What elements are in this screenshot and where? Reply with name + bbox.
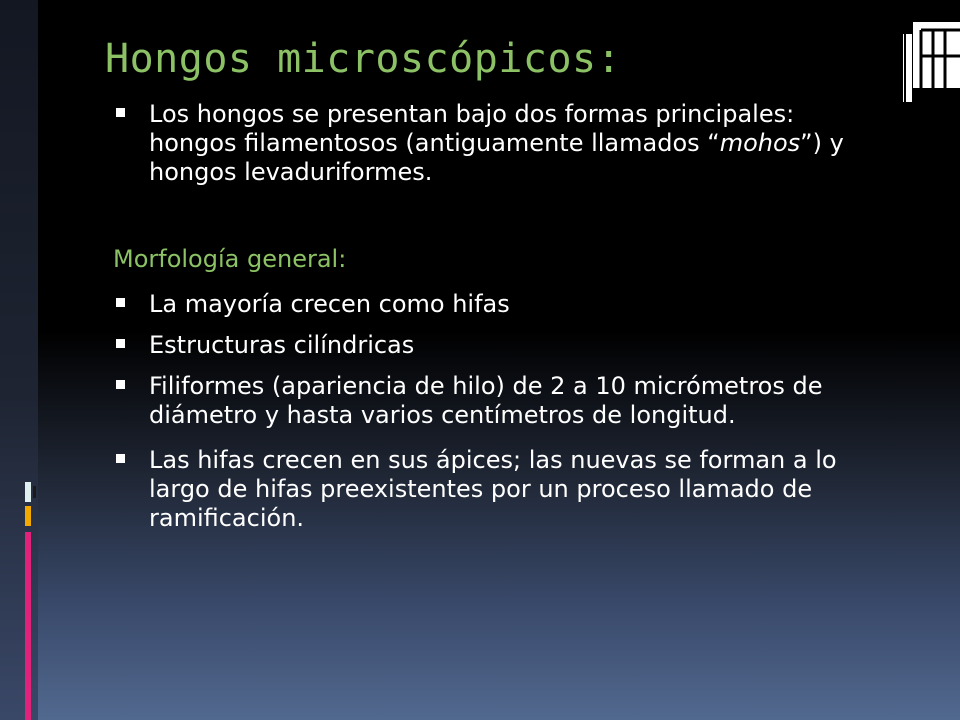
intro-text-after: ”) y hongos levaduriformes.: [149, 129, 844, 186]
list-item: [113, 331, 883, 360]
intro-text-before: Los hongos se presentan bajo dos formas principales: hongos filamentosos (antiguamente llamados “: [149, 100, 795, 157]
square-bullet-icon: [116, 454, 125, 463]
accent-strip-white: [25, 482, 31, 502]
accent-strip-magenta: [25, 532, 31, 720]
list-item: [113, 290, 883, 319]
list-item-text: Estructuras cilíndricas: [149, 331, 415, 359]
intro-text-emphasis: mohos: [719, 129, 801, 157]
list-item: [113, 372, 883, 430]
intro-bullet: [113, 100, 883, 187]
slide-content: [113, 100, 883, 533]
list-item: [113, 446, 883, 533]
list-item-text: La mayoría crecen como hifas: [149, 290, 510, 318]
accent-strip-yellow: [25, 506, 31, 526]
section-heading: Morfología general:: [113, 245, 347, 273]
left-decorative-bar: [0, 0, 38, 720]
square-bullet-icon: [116, 298, 125, 307]
square-bullet-icon: [116, 339, 125, 348]
list-item-text: Filiformes (apariencia de hilo) de 2 a 10 micrómetros de diámetro y hasta varios centímetros de longitud.: [149, 372, 823, 429]
list-item-text: Las hifas crecen en sus ápices; las nuevas se forman a lo largo de hifas preexistentes por un proceso llamado de ramificación.: [149, 446, 837, 532]
accent-strip-dark: [33, 486, 36, 498]
square-bullet-icon: [116, 380, 125, 389]
slide-title: Hongos microscópicos:: [105, 36, 622, 82]
square-bullet-icon: [116, 108, 125, 117]
window-panes-icon: [903, 18, 960, 102]
